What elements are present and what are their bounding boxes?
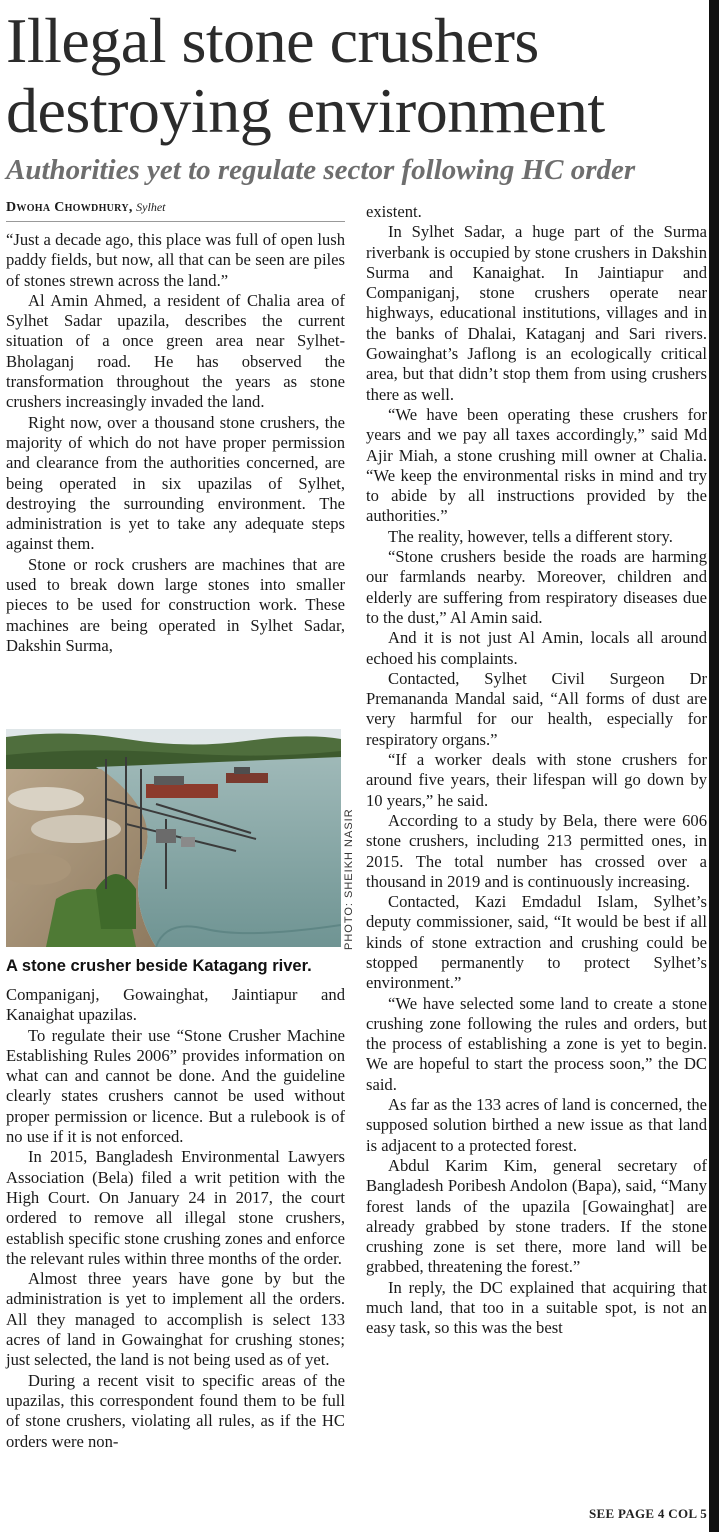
paragraph: Abdul Karim Kim, general secretary of Bangladesh Poribesh Andolon (Bapa), said, “Many forest lands of the upazila [Gowainghat] are already grabbed by stone traders. If the stone crushing zone is set there, more land will be grabbed, threatening the forest.” [366, 1155, 707, 1277]
photo-credit: PHOTO: SHEIKH NASIR [343, 808, 355, 950]
byline-location: Sylhet [136, 200, 166, 214]
article-column-left [6, 230, 345, 656]
river-photo-illustration [6, 729, 341, 947]
paragraph: Stone or rock crushers are machines that are used to break down large stones into smaller pieces to be used for construction work. These machines are being operated in Sylhet Sadar, Dakshin Surma, [6, 554, 345, 655]
paragraph: “We have been operating these crushers for years and we pay all taxes accordingly,” said Md Ajir Miah, a stone crushing mill owner at Chalia. “We keep the environmental risks in mind and try to abide by all instructions provided by the authorities.” [366, 404, 707, 526]
paragraph: existent. [366, 202, 422, 221]
paragraph: According to a study by Bela, there were 606 stone crushers, including 213 permitted ones, in 2015. The total number has crossed over a thousand in 2019 and is continuously increasing. [366, 810, 707, 891]
paragraph: And it is not just Al Amin, locals all around echoed his complaints. [366, 628, 707, 668]
paragraph: Contacted, Sylhet Civil Surgeon Dr Premananda Mandal said, “All forms of dust are very harmful for our health, especially for respiratory organs.” [366, 668, 707, 749]
paragraph: In 2015, Bangladesh Environmental Lawyers Association (Bela) filed a writ petition with the High Court. On January 24 in 2017, the court ordered to remove all illegal stone crushers, establish specific stone crushing zones and enforce the relevant rules within three months of the order. [6, 1147, 345, 1268]
paragraph: The reality, however, tells a different story. [388, 526, 673, 546]
byline-divider [6, 221, 345, 222]
paragraph: During a recent visit to specific areas of the upazilas, this correspondent found them to be full of stone crushers, violating all rules, as if the HC orders were non- [6, 1370, 345, 1451]
paragraph: Al Amin Ahmed, a resident of Chalia area of Sylhet Sadar upazila, describes the current situation of a once green area near Sylhet-Bholaganj road. He has observed the transformation throughout the years as stone crushers increasingly invaded the land. [6, 290, 345, 412]
page-edge-bar [709, 0, 719, 1532]
subheadline: Authorities yet to regulate sector following HC order [6, 154, 636, 186]
continuation-jump: SEE PAGE 4 COL 5 [589, 1506, 707, 1521]
paragraph: In Sylhet Sadar, a huge part of the Surma riverbank is occupied by stone crushers in Dakshin Surma and Kanaighat. In Jaintiapur and Companiganj, stone crushers operate near highways, educational institutions, villages and in the banks of Dhalai, Kataganj and Sari rivers. Gowainghat’s Jaflong is an ecologically critical area, but that didn’t stop them from using crushers there as well. [366, 222, 707, 404]
paragraph: Almost three years have gone by but the administration is yet to implement all the orders. All they managed to accomplish is select 133 acres of land in Gowainghat for crushing stones; just selected, the land is not being used as of yet. [6, 1269, 345, 1370]
paragraph: “Stone crushers beside the roads are harming our farmlands nearby. Moreover, children and elderly are suffering from respiratory diseases due to the dust,” Al Amin said. [366, 547, 707, 627]
paragraph: In reply, the DC explained that acquiring that much land, that too in a suitable spot, is not an easy task, so this was the best [366, 1277, 707, 1338]
headline: Illegal stone crushers destroying environment [6, 5, 605, 146]
paragraph: Contacted, Kazi Emdadul Islam, Sylhet’s deputy commissioner, said, “It would be best if all kinds of stone extraction and crushing could be stopped permanently to protect Sylhet’s environment.” [366, 892, 707, 993]
byline [6, 198, 166, 217]
article-column-right [366, 202, 707, 1339]
paragraph: As far as the 133 acres of land is concerned, the supposed solution birthed a new issue as that land is adjacent to a protected forest. [366, 1095, 707, 1155]
photo-caption: A stone crusher beside Katagang river. [6, 957, 312, 975]
paragraph: To regulate their use “Stone Crusher Machine Establishing Rules 2006” provides information on what can and cannot be done. And the guideline clearly states crushers cannot be used without proper permission or licence. But a rulebook is of no use if it is not enforced. [6, 1025, 345, 1147]
article-photo [6, 729, 341, 947]
paragraph: “If a worker deals with stone crushers for around five years, their lifespan will go down by 10 years,” he said. [366, 750, 707, 810]
article-column-left-continued [6, 985, 345, 1452]
paragraph: Companiganj, Gowainghat, Jaintiapur and Kanaighat upazilas. [6, 985, 345, 1025]
paragraph: “Just a decade ago, this place was full of open lush paddy fields, but now, all that can be seen are piles of stones strewn across the land.” [6, 230, 345, 290]
paragraph: Right now, over a thousand stone crushers, the majority of which do not have proper permission and clearance from the authorities concerned, are being operated in six upazilas of Sylhet, destroying the surrounding environment. The administration is yet to take any adequate steps against them. [6, 412, 345, 554]
byline-author: Dwoha Chowdhury, [6, 200, 133, 215]
paragraph: “We have selected some land to create a stone crushing zone following the rules and orders, but the process of establishing a zone is yet to begin. We are hopeful to start the process soon,” the DC said. [366, 993, 707, 1094]
